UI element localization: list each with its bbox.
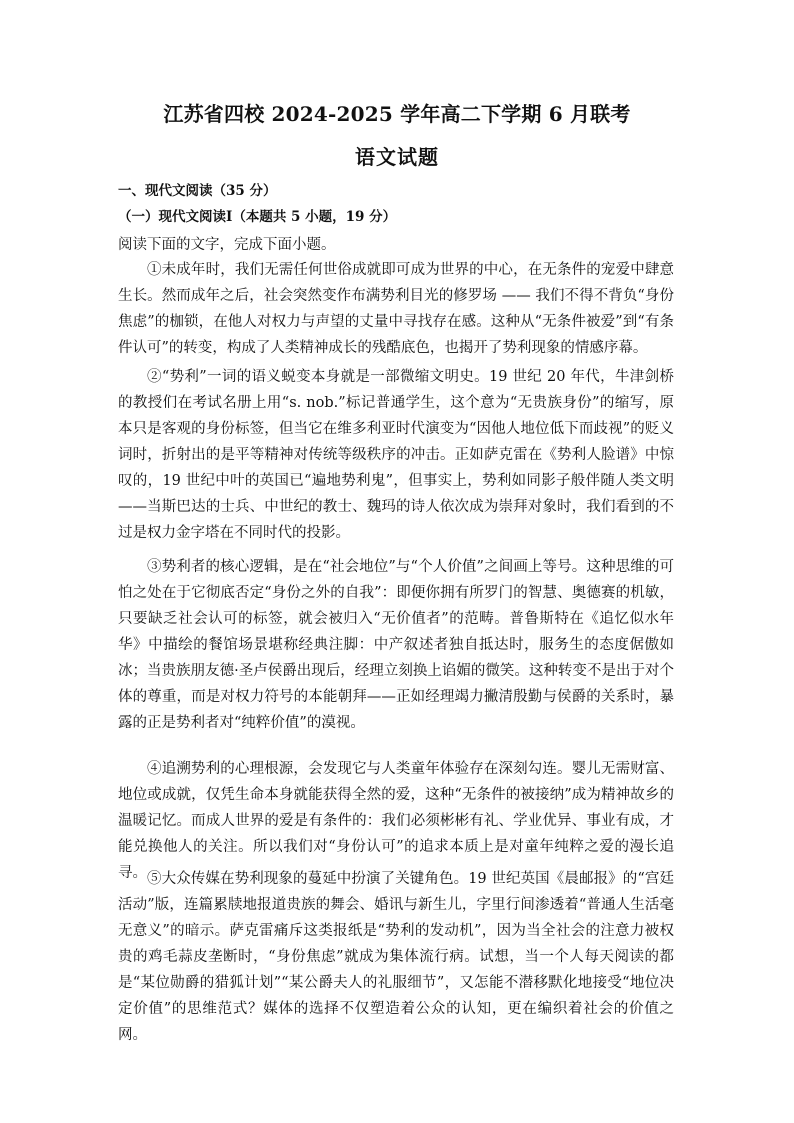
paragraph-4: ④追溯势利的心理根源，会发现它与人类童年体验存在深刻勾连。婴儿无需财富、地位或成就，仅凭生命本身就能获得全然的爱，这种“无条件的被接纳”成为精神故乡的温暖记忆。而成人世界的爱是有条件的：我们必须彬彬有礼、学业优异、事业有成，才能兑换他人的关注。所以我们对“身份认可”的追求本质上是对童年纯粹之爱的漫长追寻。 — [118, 761, 674, 881]
subsection-heading: （一）现代文阅读Ⅰ（本题共 5 小题，19 分） — [118, 209, 397, 225]
reading-instruction: 阅读下面的文字，完成下面小题。 — [118, 237, 336, 253]
paragraph-1: ①未成年时，我们无需任何世俗成就即可成为世界的中心，在无条件的宠爱中肆意生长。然而成年之后，社会突然变作布满势利目光的修罗场 —— 我们不得不背负“身份焦虑”的枷锁，在他人对权力与声望的丈量中寻找存在感。这种从“无条件被爱”到“有条件认可”的转变，构成了人类精神成长的残酷底色，也揭开了势利现象的情感序幕。 — [118, 262, 674, 356]
paragraph-3: ③势利者的核心逻辑，是在“社会地位”与“个人价值”之间画上等号。这种思维的可怕之处在于它彻底否定“身份之外的自我”：即便你拥有所罗门的智慧、奥德赛的机敏，只要缺乏社会认可的标签，就会被归入“无价值者”的范畴。普鲁斯特在《追忆似水年华》中描绘的餐馆场景堪称经典注脚：中产叙述者独自抵达时，服务生的态度倨傲如冰；当贵族朋友德·圣卢侯爵出现后，经理立刻换上谄媚的微笑。这种转变不是出于对个体的尊重，而是对权力符号的本能朝拜——正如经理竭力撇清殷勤与侯爵的关系时，暴露的正是势利者对“纯粹价值”的漠视。 — [118, 559, 674, 731]
exam-subtitle: 语文试题 — [355, 145, 439, 169]
paragraph-5: ⑤大众传媒在势利现象的蔓延中扮演了关键角色。19 世纪英国《晨邮报》的“宫廷活动”版，连篇累牍地报道贵族的舞会、婚讯与新生儿，字里行间渗透着“普通人生活毫无意义”的暗示。萨克雷痛斥这类报纸是“势利的发动机”，因为当全社会的注意力被权贵的鸡毛蒜皮垄断时，“身份焦虑”就成为集体流行病。试想，当一个人每天阅读的都是“某位勋爵的猎狐计划”“某公爵夫人的礼服细节”，又怎能不潜移默化地接受“地位决定价值”的思维范式？媒体的选择不仅塑造着公众的认知，更在编织着社会的价值之网。 — [118, 871, 674, 1043]
paragraph-2: ②“势利”一词的语义蜕变本身就是一部微缩文明史。19 世纪 20 年代，牛津剑桥的教授们在考试名册上用“s. nob.”标记普通学生，这个意为“无贵族身份”的缩写，原本只是客观的身份标签，但当它在维多利亚时代演变为“因他人地位低下而歧视”的贬义词时，折射出的是平等精神对传统等级秩序的冲击。正如萨克雷在《势利人脸谱》中惊叹的，19 世纪中叶的英国已“遍地势利鬼”，但事实上，势利如同影子般伴随人类文明——当斯巴达的士兵、中世纪的教士、魏玛的诗人依次成为崇拜对象时，我们看到的不过是权力金字塔在不同时代的投影。 — [118, 369, 674, 541]
exam-title: 江苏省四校 2024-2025 学年高二下学期 6 月联考 — [163, 102, 631, 126]
section-heading: 一、现代文阅读（35 分） — [118, 183, 277, 199]
